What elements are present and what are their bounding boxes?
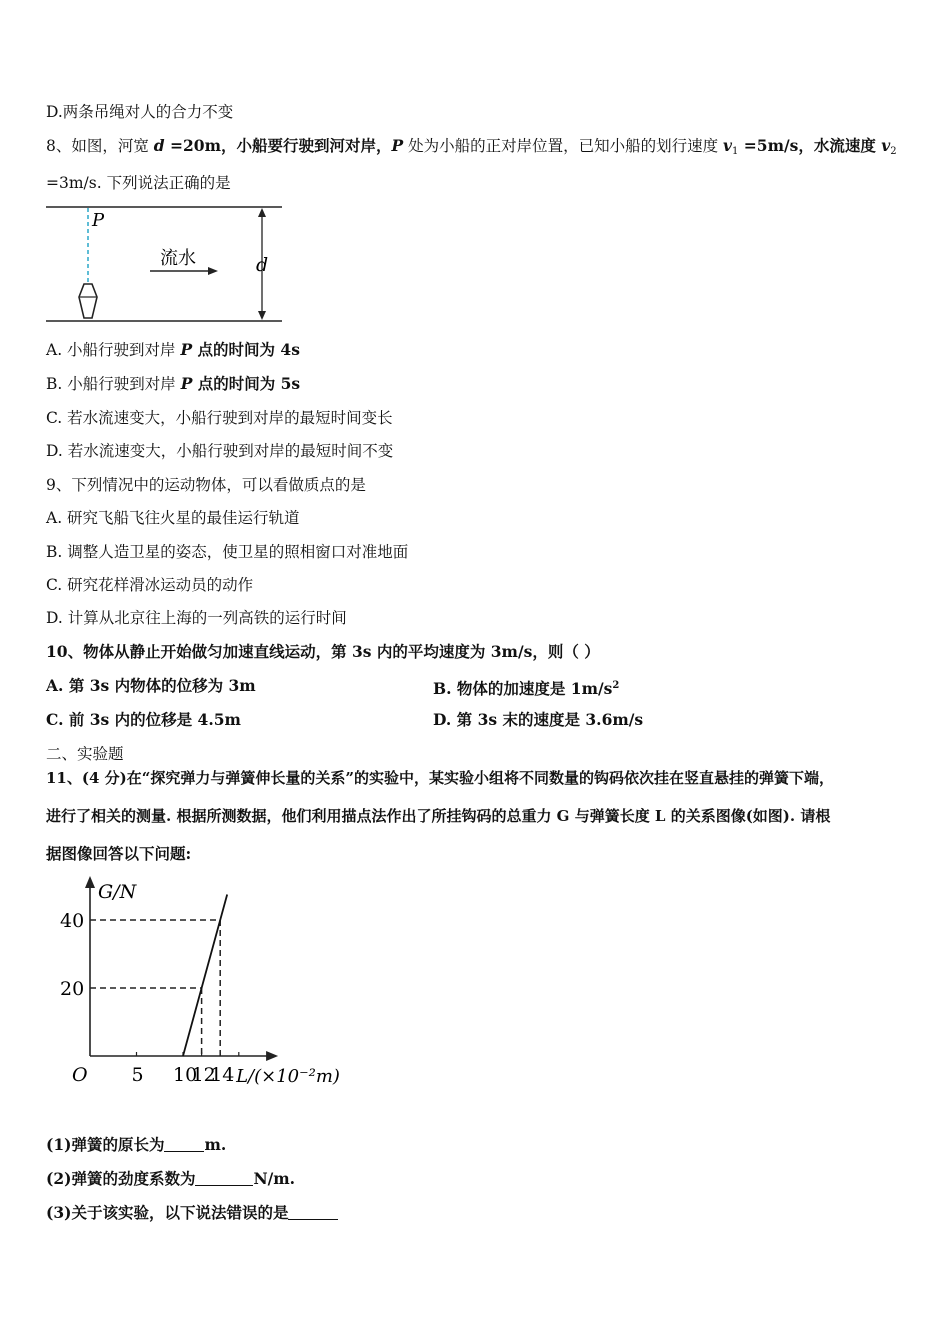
q9-option-b: B. 调整人造卫星的姿态，使卫星的照相窗口对准地面	[46, 543, 409, 561]
q8-b-symbol: P	[180, 374, 193, 393]
q9-option-c: C. 研究花样滑冰运动员的动作	[46, 576, 254, 594]
boat-icon	[79, 284, 97, 318]
spring-force-length-chart	[60, 876, 360, 1094]
q8-option-c: C. 若水流速变大，小船行驶到对岸的最短时间变长	[46, 409, 393, 427]
q10-stem: 10、物体从静止开始做匀加速直线运动，第 3s 内的平均速度为 3m/s，则（ ）	[46, 642, 600, 661]
x-tick-label: 5	[131, 1064, 144, 1086]
x-axis-arrowhead	[266, 1051, 278, 1061]
q8-stem-a: 8、如图，河宽	[46, 137, 154, 155]
q8-v2-subscript: 2	[890, 146, 897, 157]
q11-part3-blank[interactable]	[288, 1205, 338, 1220]
q11-part1	[46, 1135, 226, 1155]
q11-stem-line1: 11、(4 分)在“探究弹力与弹簧伸长量的关系”的实验中，某实验小组将不同数量的钩码依次挂在竖直悬挂的弹簧下端，	[46, 769, 834, 787]
q10-option-a: A. 第 3s 内物体的位移为 3m	[46, 676, 256, 695]
q11-stem-line2: 进行了相关的测量. 根据所测数据，他们利用描点法作出了所挂钩码的总重力 G 与弹簧长度 L 的关系图像(如图). 请根	[46, 807, 831, 825]
river-figure	[44, 200, 289, 328]
q8-option-a	[46, 340, 300, 360]
q10-b-superscript: 2	[612, 680, 620, 691]
section-heading-experiment: 二、实验题	[46, 745, 124, 763]
origin-label: O	[72, 1064, 88, 1086]
y-tick-label: 40	[60, 910, 85, 932]
point-p-label: P	[92, 210, 105, 231]
q11-part2-pre: (2)弹簧的劲度系数为	[46, 1169, 196, 1188]
q10-b-text: B. 物体的加速度是 1m/s	[433, 679, 613, 698]
q8-a-pre: A. 小船行驶到对岸	[46, 341, 181, 359]
q8-option-d: D. 若水流速变大，小船行驶到对岸的最短时间不变	[46, 442, 394, 460]
q8-v1-subscript: 1	[732, 146, 739, 157]
q10-option-d: D. 第 3s 末的速度是 3.6m/s	[433, 710, 644, 729]
q10-option-b	[433, 676, 619, 699]
q8-d-symbol: d	[153, 136, 165, 155]
width-d-label: d	[256, 254, 269, 276]
q8-a-symbol: P	[180, 340, 193, 359]
q7-option-d: D.两条吊绳对人的合力不变	[46, 103, 234, 121]
q8-a-post: 点的时间为 4s	[192, 340, 300, 359]
q8-v1-symbol: v	[723, 136, 733, 155]
y-axis-arrowhead	[85, 876, 95, 888]
q9-option-d: D. 计算从北京往上海的一列高铁的运行时间	[46, 609, 347, 627]
width-arrowhead-bottom	[258, 311, 266, 320]
flow-arrowhead	[208, 267, 218, 275]
q11-part3	[46, 1203, 338, 1223]
q11-part2	[46, 1169, 295, 1189]
q8-v2-symbol: v	[881, 136, 891, 155]
q11-part3-pre: (3)关于该实验，以下说法错误的是	[46, 1203, 289, 1222]
q11-stem-line3: 据图像回答以下问题:	[46, 844, 192, 863]
q8-stem-b: =20m，小船要行驶到河对岸，	[164, 136, 392, 155]
q8-stem-d: =5m/s，水流速度	[738, 136, 882, 155]
x-tick-label: 10	[173, 1064, 198, 1086]
x-axis-label: L/(×10⁻²m)	[236, 1066, 340, 1087]
y-tick-label: 20	[60, 978, 85, 1000]
q11-part1-blank[interactable]	[164, 1137, 204, 1152]
q8-b-pre: B. 小船行驶到对岸	[46, 375, 181, 393]
q8-stem-c: 处为小船的正对岸位置，已知小船的划行速度	[403, 137, 724, 155]
q8-stem-line2: =3m/s. 下列说法正确的是	[46, 174, 231, 192]
q8-stem-line1	[46, 136, 897, 162]
q11-part1-pre: (1)弹簧的原长为	[46, 1135, 165, 1154]
q8-b-post: 点的时间为 5s	[192, 374, 301, 393]
q11-part2-post: N/m.	[253, 1169, 296, 1188]
x-tick-label: 12	[191, 1064, 216, 1086]
q8-option-b	[46, 374, 300, 394]
q9-stem: 9、下列情况中的运动物体，可以看做质点的是	[46, 476, 366, 494]
flow-label: 流水	[160, 248, 196, 269]
y-axis-label: G/N	[98, 881, 137, 903]
q10-option-c: C. 前 3s 内的位移是 4.5m	[46, 710, 241, 729]
x-tick-label: 14	[210, 1064, 235, 1086]
q9-option-a: A. 研究飞船飞往火星的最佳运行轨道	[46, 509, 300, 527]
width-arrowhead-top	[258, 208, 266, 217]
q8-p-symbol: P	[391, 136, 404, 155]
q11-part2-blank[interactable]	[195, 1171, 253, 1186]
q11-part1-post: m.	[204, 1135, 227, 1154]
